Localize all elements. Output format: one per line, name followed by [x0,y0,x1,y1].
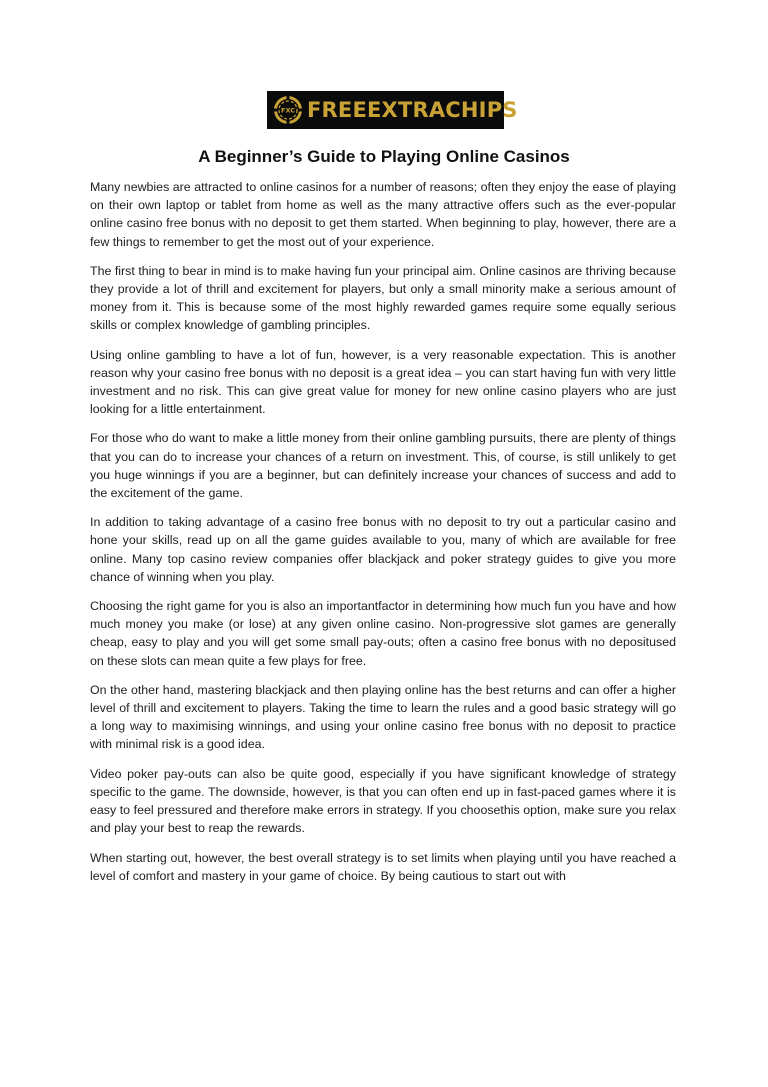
paragraph: Using online gambling to have a lot of fun, however, is a very reasonable expectation. This is another reason why your casino free bonus with no deposit is a great idea – you can start having fun with very little investment and no risk. This can give great value for money for new online casino players who are just looking for a little entertainment. [90,347,676,417]
paragraph: In addition to taking advantage of a casino free bonus with no deposit to try out a particular casino and hone your skills, read up on all the game guides available to you, many of which are available for free online. Many top casino review companies offer blackjack and poker strategy guides to give you more chance of winning when you play. [90,515,676,584]
document-title: A Beginner’s Guide to Playing Online Casinos [198,147,570,166]
paragraph: When starting out, however, the best overall strategy is to set limits when playing until you have reached a level of comfort and mastery in your game of choice. By being cautious to start out with [90,850,676,883]
paragraph: Many newbies are attracted to online casinos for a number of reasons; often they enjoy the ease of playing on their own laptop or tablet from home as well as the many attractive offers such as the ever-popular online casino free bonus with no deposit to get them started. When beginning to play, however, there are a few things to remember to get the most out of your experience. [90,180,676,249]
chip-label: FXC [281,106,295,115]
casino-chip-icon [273,95,303,125]
paragraph: The first thing to bear in mind is to make having fun your principal aim. Online casinos are thriving because they provide a lot of thrill and excitement for players, but only a small minority make a serious amount of money from it. This is because some of the most highly rewarded games require some equally serious skills or complex knowledge of gambling principles. [90,263,676,333]
paragraph: For those who do want to make a little money from their online gambling pursuits, there are plenty of things that you can do to increase your chances of a return on investment. This, of course, is still unlikely to get you huge winnings if you are a beginner, but can definitely increase your chances of success and add to the excitement of the game. [90,431,676,501]
paragraph: Choosing the right game for you is also an importantfactor in determining how much fun you have and how much money you make (or lose) at any given online casino. Non-progressive slot games are generally cheap, easy to play and you will get some small pay-outs; often a casino free bonus with no depositused on these slots can mean quite a few plays for free. [90,599,676,668]
paragraph: On the other hand, mastering blackjack and then playing online has the best returns and can offer a higher level of thrill and excitement to players. Taking the time to learn the rules and a good basic strategy will go a long way to maximising winnings, and using your online casino free bonus with no deposit to practice with minimal risk is a good idea. [90,682,676,752]
document-body [90,178,676,896]
paragraph: Video poker pay-outs can also be quite good, especially if you have significant knowledge of strategy specific to the game. The downside, however, is that you can often end up in fast-paced games where it is easy to feel pressured and therefore make errors in strategy. If you choosethis option, make sure you relax and play your best to reap the rewards. [90,766,676,836]
logo-text: FREEEXTRACHIPS [307,97,518,122]
freeextrachips-logo [267,91,518,129]
